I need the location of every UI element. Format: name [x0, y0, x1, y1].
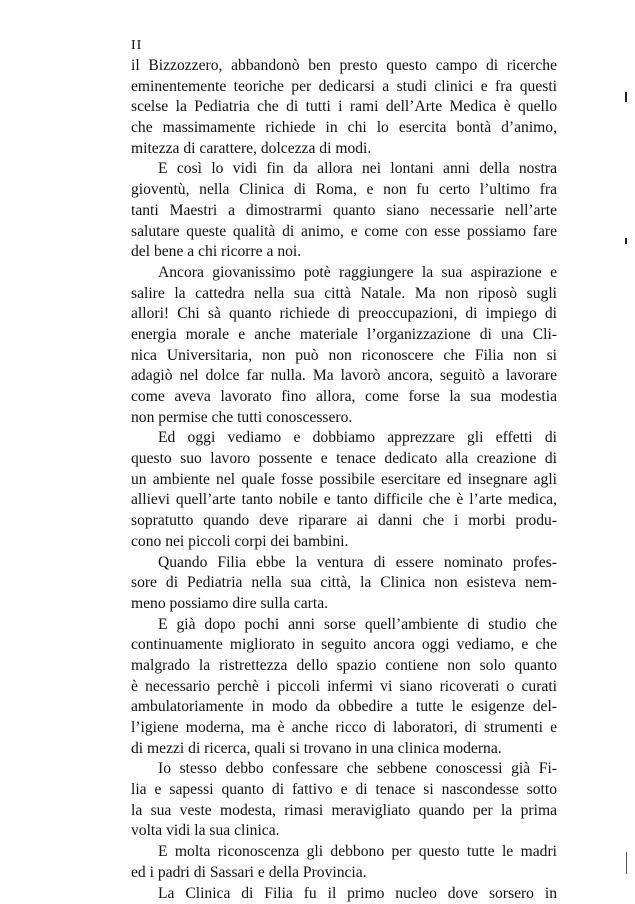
text-line: lia e sapessi quanto di fattivo e di tenace si nascondesse sotto: [131, 780, 557, 801]
paragraph-start-line: Ancora giovanissimo potè raggiungere la sua aspirazione e: [131, 263, 557, 284]
text-line: un ambiente nel quale fosse possibile esercitare ed insegnare agli: [131, 470, 557, 491]
text-line: cono nei piccoli corpi dei bambini.: [131, 532, 557, 553]
text-line: tanti Maestri a dimostrarmi quanto siano necessarie nell’arte: [131, 201, 557, 222]
text-line: ed i padri di Sassari e della Provincia.: [131, 863, 557, 884]
text-line: del bene a chi ricorre a noi.: [131, 242, 557, 263]
paragraph-start-line: E molta riconoscenza gli debbono per questo tutte le madri: [131, 842, 557, 863]
text-line: nica Universitaria, non può non riconoscere che Filia non si: [131, 346, 557, 367]
paragraph-start-line: La Clinica di Filia fu il primo nucleo dove sorsero in: [131, 884, 557, 904]
paragraph-start-line: Io stesso debbo confessare che sebbene conoscessi già Fi-: [131, 759, 557, 780]
text-line: eminentemente teoriche per dedicarsi a studi clinici e fra questi: [131, 77, 557, 98]
text-line: questo suo lavoro possente e tenace dedicato alla creazione di: [131, 449, 557, 470]
text-line: ambulatoriamente in modo da obbedire a tutte le esigenze del-: [131, 697, 557, 718]
text-line: che massimamente richiede in chi lo esercita bontà d’animo,: [131, 118, 557, 139]
paragraph-start-line: Quando Filia ebbe la ventura di essere nominato profes-: [131, 553, 557, 574]
text-line: sore di Pediatria nella sua città, la Clinica non esisteva nem-: [131, 573, 557, 594]
paragraph-start-line: Ed oggi vediamo e dobbiamo apprezzare gli effetti di: [131, 428, 557, 449]
text-line: scelse la Pediatria che di tutti i rami dell’Arte Medica è quello: [131, 97, 557, 118]
text-line: allori! Chi sà quanto richiede di preoccupazioni, di impiego di: [131, 304, 557, 325]
text-line: volta vidi la sua clinica.: [131, 821, 557, 842]
text-line: allievi quell’arte tanto nobile e tanto difficile che è l’arte medica,: [131, 490, 557, 511]
text-line: salire la cattedra nella sua città Natale. Ma non riposò sugli: [131, 284, 557, 305]
scan-edge-mark: [626, 852, 627, 874]
text-line: come aveva lavorato fino allora, come forse la sua modestia: [131, 387, 557, 408]
text-line: salutare queste qualità di animo, e come con esse possiamo fare: [131, 222, 557, 243]
text-line: sopratutto quando deve riparare ai danni che i morbi produ-: [131, 511, 557, 532]
paragraph-start-line: E così lo vidi fin da allora nei lontani anni della nostra: [131, 159, 557, 180]
text-line: è necessario perchè i piccoli infermi vi siano ricoverati o curati: [131, 677, 557, 698]
paragraph-start-line: E già dopo pochi anni sorse quell’ambiente di studio che: [131, 615, 557, 636]
text-line: mitezza di carattere, dolcezza di modi.: [131, 139, 557, 160]
text-line: malgrado la ristrettezza dello spazio contiene non solo quanto: [131, 656, 557, 677]
text-line: l’igiene moderna, ma è anche ricco di laboratori, di strumenti e: [131, 718, 557, 739]
body-text: [131, 56, 557, 904]
text-line: gioventù, nella Clinica di Roma, e non fu certo l’ultimo fra: [131, 180, 557, 201]
text-line: di mezzi di ricerca, quali si trovano in una clinica moderna.: [131, 739, 557, 760]
text-line: la sua veste modesta, rimasi meravigliato quando per la prima: [131, 801, 557, 822]
scan-edge-mark: [625, 92, 627, 102]
scan-edge-mark: [625, 238, 627, 244]
page-number: II: [131, 38, 142, 54]
text-line: continuamente migliorato in seguito ancora oggi vediamo, e che: [131, 635, 557, 656]
text-line: energia morale e anche materiale l’organizzazione di una Cli-: [131, 325, 557, 346]
text-line: adagiò nel dolce far nulla. Ma lavorò ancora, seguitò a lavorare: [131, 366, 557, 387]
text-line: meno possiamo dire sulla carta.: [131, 594, 557, 615]
text-line: non permise che tutti conoscessero.: [131, 408, 557, 429]
text-line: il Bizzozzero, abbandonò ben presto questo campo di ricerche: [131, 56, 557, 77]
